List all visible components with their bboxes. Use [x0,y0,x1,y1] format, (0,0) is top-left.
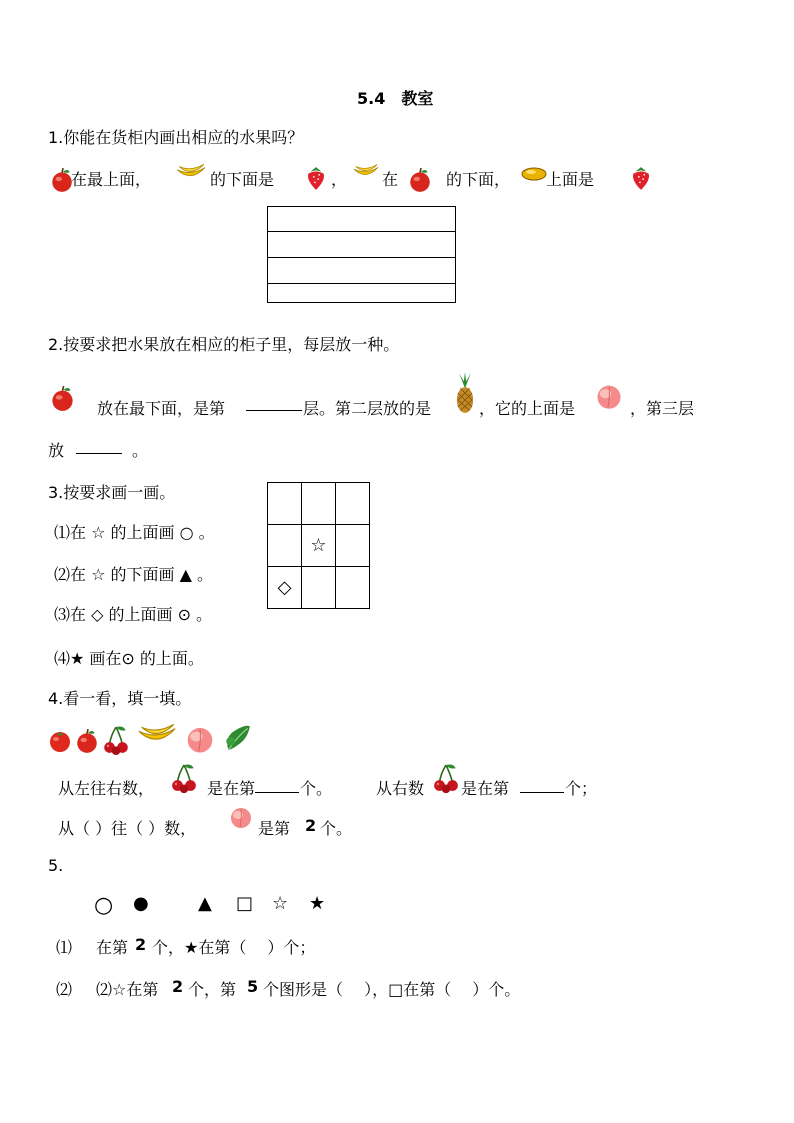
cherry-icon [432,762,460,794]
q5-s1-text-a: 在第 [96,938,129,957]
square-shape: □ [236,893,254,914]
triangle-shape: ▲ [198,893,212,914]
q4-label: 4.看一看，填一填。 [48,689,192,708]
q2-text-5: 放 [48,441,65,460]
q5-s2-text-e: 个图形是（ ），□在第（ ）个。 [263,980,521,999]
q4-line1-f: 个； [565,779,598,798]
apple-icon [74,728,100,754]
apple-icon [49,385,76,412]
q5-s2-text-c: 个，第 [188,980,237,999]
q5-s2-text-a: ⑵☆在第 [96,980,159,999]
answer-blank[interactable] [76,453,122,454]
q5-s1-number: ⑴ [56,938,73,957]
answer-blank[interactable] [255,792,299,793]
q2-text-3: ，它的上面是 [479,399,576,418]
q5-s1-text-b: 2 [135,935,147,954]
circle-shape: ○ [94,893,114,918]
q4-line1-b: 是在第 [207,779,256,798]
shelf-diagram [267,206,456,303]
q1-text-3: ， [331,170,348,189]
strawberry-icon [630,165,652,191]
grid-cell[interactable]: ◇ [268,567,302,609]
tomato-icon [48,729,72,753]
q1-text-2: 的下面是 [210,170,275,189]
q2-text-1: 放在最下面，是第 [97,399,226,418]
drawing-grid [267,482,370,609]
q2-text-2: 层。第二层放的是 [303,399,432,418]
q2-label: 2.按要求把水果放在相应的柜子里，每层放一种。 [48,335,400,354]
answer-blank[interactable] [246,410,302,411]
q1-text-4: 在 [382,170,399,189]
q4-line1-c: 个。 [300,779,333,798]
banana-icon [175,163,207,185]
q4-line2-a: 从（ ）往（ ）数， [58,819,197,838]
q1-text-5: 的下面， [446,170,511,189]
q4-line1-d: 从右数 [376,779,425,798]
grid-cell[interactable] [268,525,302,567]
grid-cell[interactable] [336,483,370,525]
shelf-divider [268,231,455,232]
vegetable-icon [222,722,252,752]
q1-label: 1.你能在货柜内画出相应的水果吗？ [48,128,304,147]
q1-text-1: 在最上面， [71,170,152,189]
page-title: 5.4 教室 [357,89,434,108]
grid-cell[interactable] [336,567,370,609]
peach-icon [228,804,254,830]
star-filled-shape: ★ [309,893,326,914]
pineapple-icon [452,372,478,414]
answer-blank[interactable] [520,792,564,793]
grid-cell[interactable] [302,567,336,609]
grid-cell[interactable]: ☆ [302,525,336,567]
filled-circle-shape: ● [133,893,149,914]
shelf-divider [268,283,455,284]
q4-line2-c: 2 [305,816,317,835]
q4-line2-b: 是第 [258,819,291,838]
q5-label: 5. [48,856,64,875]
shelf-divider [268,257,455,258]
strawberry-icon [305,165,327,191]
apple-icon [407,167,433,193]
mango-icon [520,165,548,183]
grid-cell[interactable] [268,483,302,525]
banana-icon [136,722,178,752]
cherry-icon [170,762,198,794]
peach-icon [594,382,624,410]
q3-item-1: ⑴在 ☆ 的上面画 ○ 。 [54,523,215,542]
q3-label: 3.按要求画一画。 [48,483,176,502]
q5-s2-text-d: 5 [247,977,259,996]
q4-line2-d: 个。 [320,819,353,838]
q5-s1-text-c: 个，★在第（ ）个； [152,938,316,957]
grid-cell[interactable] [302,483,336,525]
cherry-icon [102,725,130,755]
q4-line1-e: 是在第 [461,779,510,798]
q4-line1-a: 从左往右数， [58,779,155,798]
q3-item-3: ⑶在 ◇ 的上面画 ⊙ 。 [54,605,213,624]
grid-cell[interactable] [336,525,370,567]
q3-item-2: ⑵在 ☆ 的下面画 ▲ 。 [54,565,213,584]
peach-icon [184,724,216,754]
q2-text-4: ，第三层 [630,399,695,418]
q5-s2-text-b: 2 [172,977,184,996]
q3-item-4: ⑷★ 画在⊙ 的上面。 [54,649,204,668]
star-outline-shape: ☆ [272,893,289,914]
banana-icon [352,163,380,183]
q5-s2-number: ⑵ [56,980,73,999]
q2-text-6: 。 [132,441,149,460]
q1-text-6: 上面是 [546,170,595,189]
